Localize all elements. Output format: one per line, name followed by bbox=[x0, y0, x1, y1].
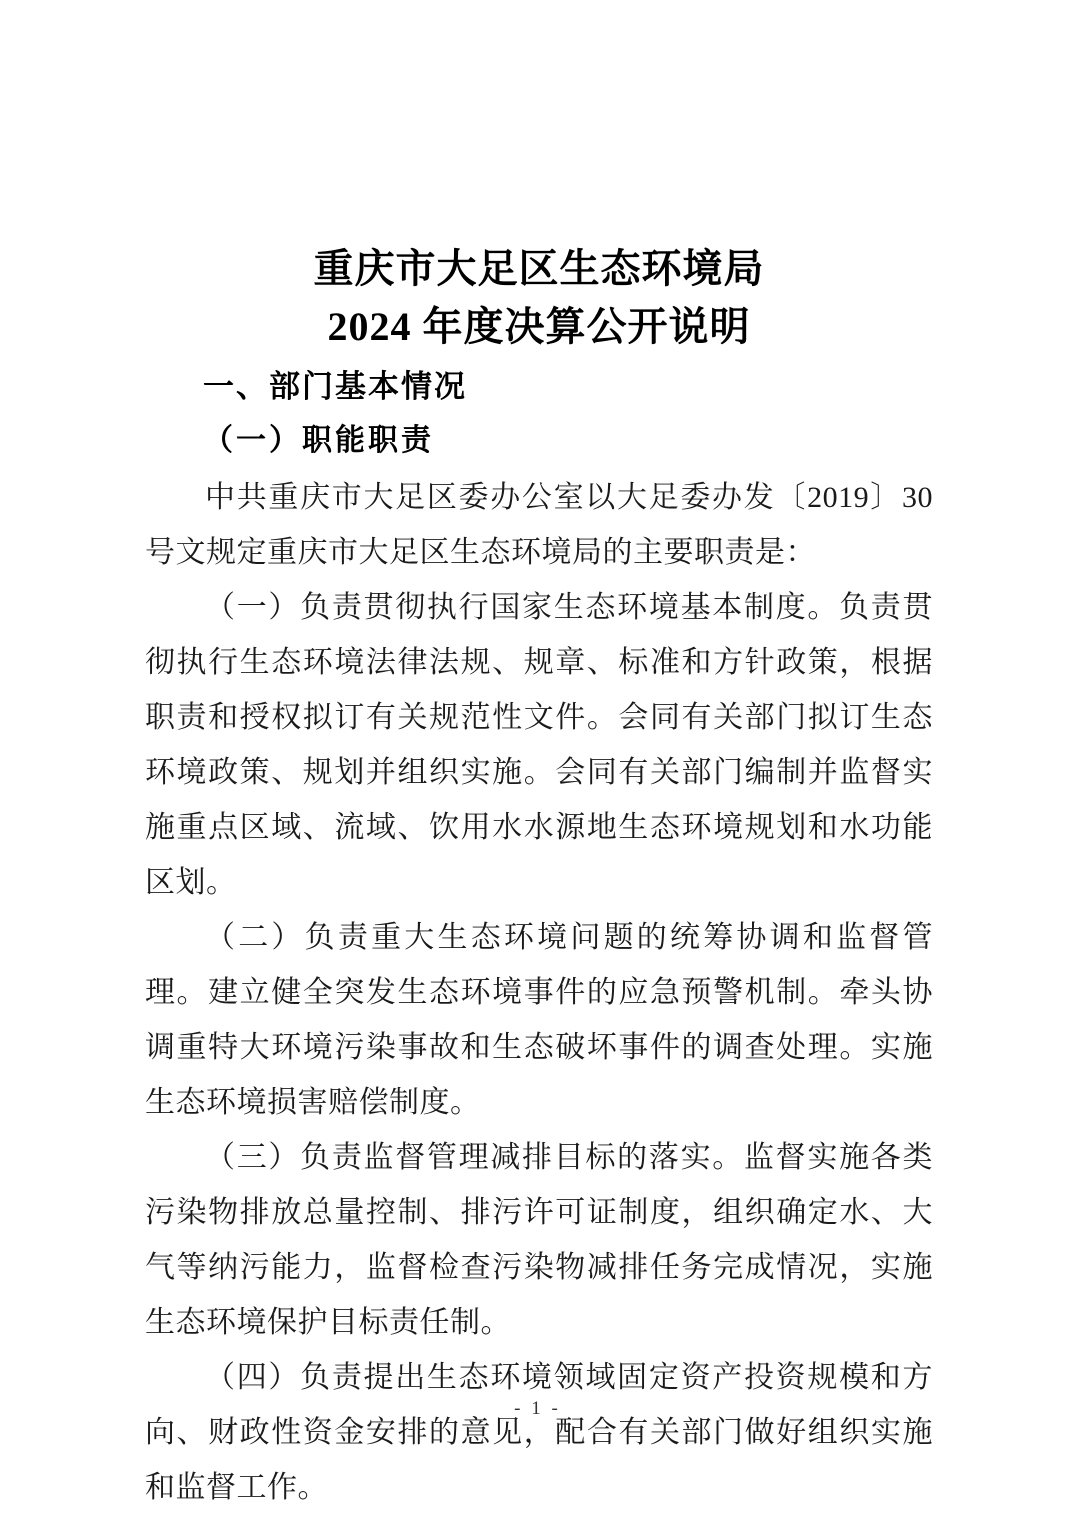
body-paragraph: （二）负责重大生态环境问题的统筹协调和监督管理。建立健全突发生态环境事件的应急预警机制。牵头协调重特大环境污染事故和生态破坏事件的调查处理。实施生态环境损害赔偿制度。 bbox=[145, 921, 933, 1119]
body-paragraph: （三）负责监督管理减排目标的落实。监督实施各类污染物排放总量控制、排污许可证制度，组织确定水、大气等纳污能力，监督检查污染物减排任务完成情况，实施生态环境保护目标责任制。 bbox=[145, 1141, 933, 1339]
subsection-heading: （一）职能职责 bbox=[203, 424, 434, 457]
body-paragraph: （一）负责贯彻执行国家生态环境基本制度。负责贯彻执行生态环境法律法规、规章、标准和方针政策，根据职责和授权拟订有关规范性文件。会同有关部门拟订生态环境政策、规划并组织实施。会同有关部门编制并监督实施重点区域、流域、饮用水水源地生态环境规划和水功能区划。 bbox=[145, 591, 933, 899]
body-text bbox=[145, 470, 933, 1515]
document-title-line-1: 重庆市大足区生态环境局 bbox=[313, 246, 765, 291]
body-paragraph: 中共重庆市大足区委办公室以大足委办发〔2019〕30 号文规定重庆市大足区生态环境局的主要职责是： bbox=[145, 481, 933, 569]
body-paragraph: （四）负责提出生态环境领域固定资产投资规模和方向、财政性资金安排的意见，配合有关部门做好组织实施和监督工作。 bbox=[145, 1361, 933, 1504]
document-title-line-2: 2024 年度决算公开说明 bbox=[327, 304, 751, 349]
page-number: - 1 - bbox=[514, 1398, 561, 1419]
section-heading: 一、部门基本情况 bbox=[203, 369, 467, 404]
document-content bbox=[145, 240, 933, 1515]
